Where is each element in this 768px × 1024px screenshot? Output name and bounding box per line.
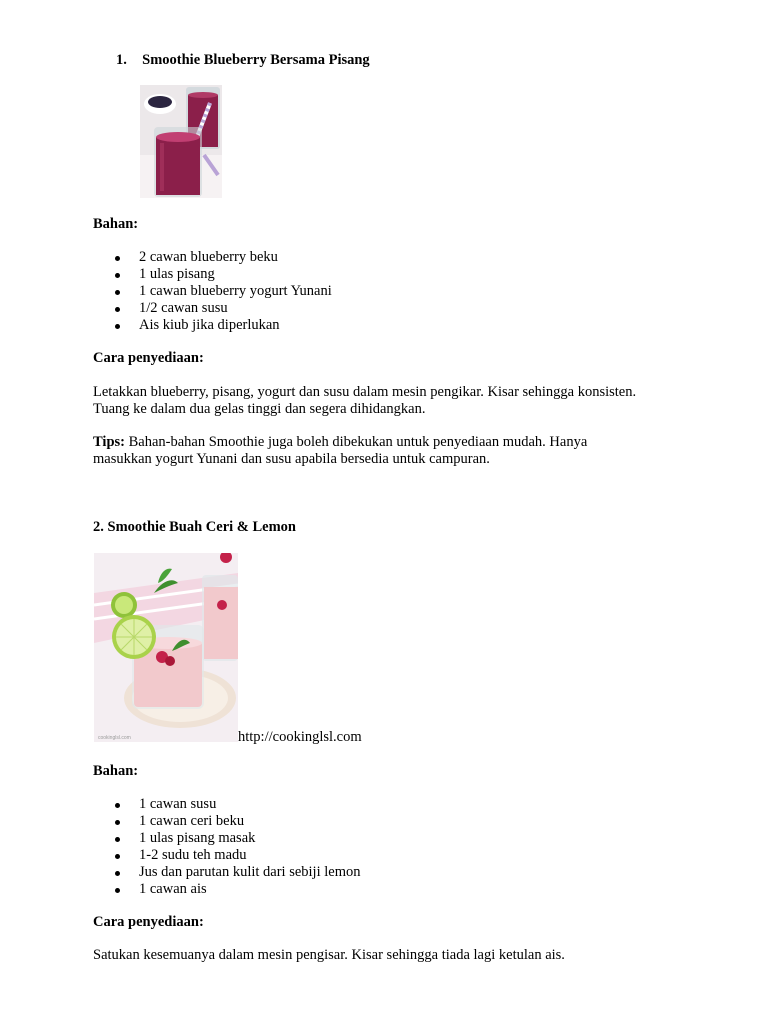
recipe1-heading <box>116 52 370 69</box>
recipe2-method-line1: Satukan kesemuanya dalam mesin pengisar. Kisar sehingga tiada lagi ketulan ais. <box>93 947 565 963</box>
recipe2-method <box>93 947 733 964</box>
blueberry-smoothie-photo <box>140 85 222 198</box>
recipe2-ingredient-list <box>93 796 693 898</box>
list-item: 1/2 cawan susu <box>93 300 693 317</box>
recipe2-image-caption: http://cookinglsl.com <box>238 729 362 745</box>
recipe1-bahan-heading: Bahan: <box>93 216 139 232</box>
recipe2-photo <box>94 553 238 742</box>
list-item: 2 cawan blueberry beku <box>93 249 693 266</box>
list-item: 1-2 sudu teh madu <box>93 847 693 864</box>
tips-line2: masukkan yogurt Yunani dan susu apabila bersedia untuk campuran. <box>93 451 490 467</box>
cherry-lemon-smoothie-photo <box>94 553 238 742</box>
recipe1-number: 1. <box>116 52 127 68</box>
list-item: Ais kiub jika diperlukan <box>93 317 693 334</box>
list-item: 1 ulas pisang masak <box>93 830 693 847</box>
recipe1-ingredient-list <box>93 249 693 334</box>
list-item: 1 cawan ais <box>93 881 693 898</box>
list-item: 1 cawan susu <box>93 796 693 813</box>
tips-label: Tips: <box>93 434 125 450</box>
list-item: Jus dan parutan kulit dari sebiji lemon <box>93 864 693 881</box>
list-item: 1 cawan blueberry yogurt Yunani <box>93 283 693 300</box>
list-item: 1 ulas pisang <box>93 266 693 283</box>
recipe1-tips <box>93 434 733 468</box>
recipe1-method-line1: Letakkan blueberry, pisang, yogurt dan susu dalam mesin pengikar. Kisar sehingga konsisten. <box>93 384 637 400</box>
recipe2-title: 2. Smoothie Buah Ceri & Lemon <box>93 519 296 535</box>
recipe2-bahan-heading: Bahan: <box>93 763 139 779</box>
recipe2-cara-heading: Cara penyediaan: <box>93 914 204 930</box>
recipe1-cara-heading: Cara penyediaan: <box>93 350 204 366</box>
recipe1-photo <box>140 85 222 198</box>
tips-line1: Bahan-bahan Smoothie juga boleh dibekukan untuk penyediaan mudah. Hanya <box>124 434 588 450</box>
recipe1-method <box>93 384 733 418</box>
recipe1-method-line2: Tuang ke dalam dua gelas tinggi dan segera dihidangkan. <box>93 401 426 417</box>
svg-text:cookinglsl.com: cookinglsl.com <box>98 735 131 741</box>
list-item: 1 cawan ceri beku <box>93 813 693 830</box>
recipe1-title: Smoothie Blueberry Bersama Pisang <box>142 52 370 68</box>
